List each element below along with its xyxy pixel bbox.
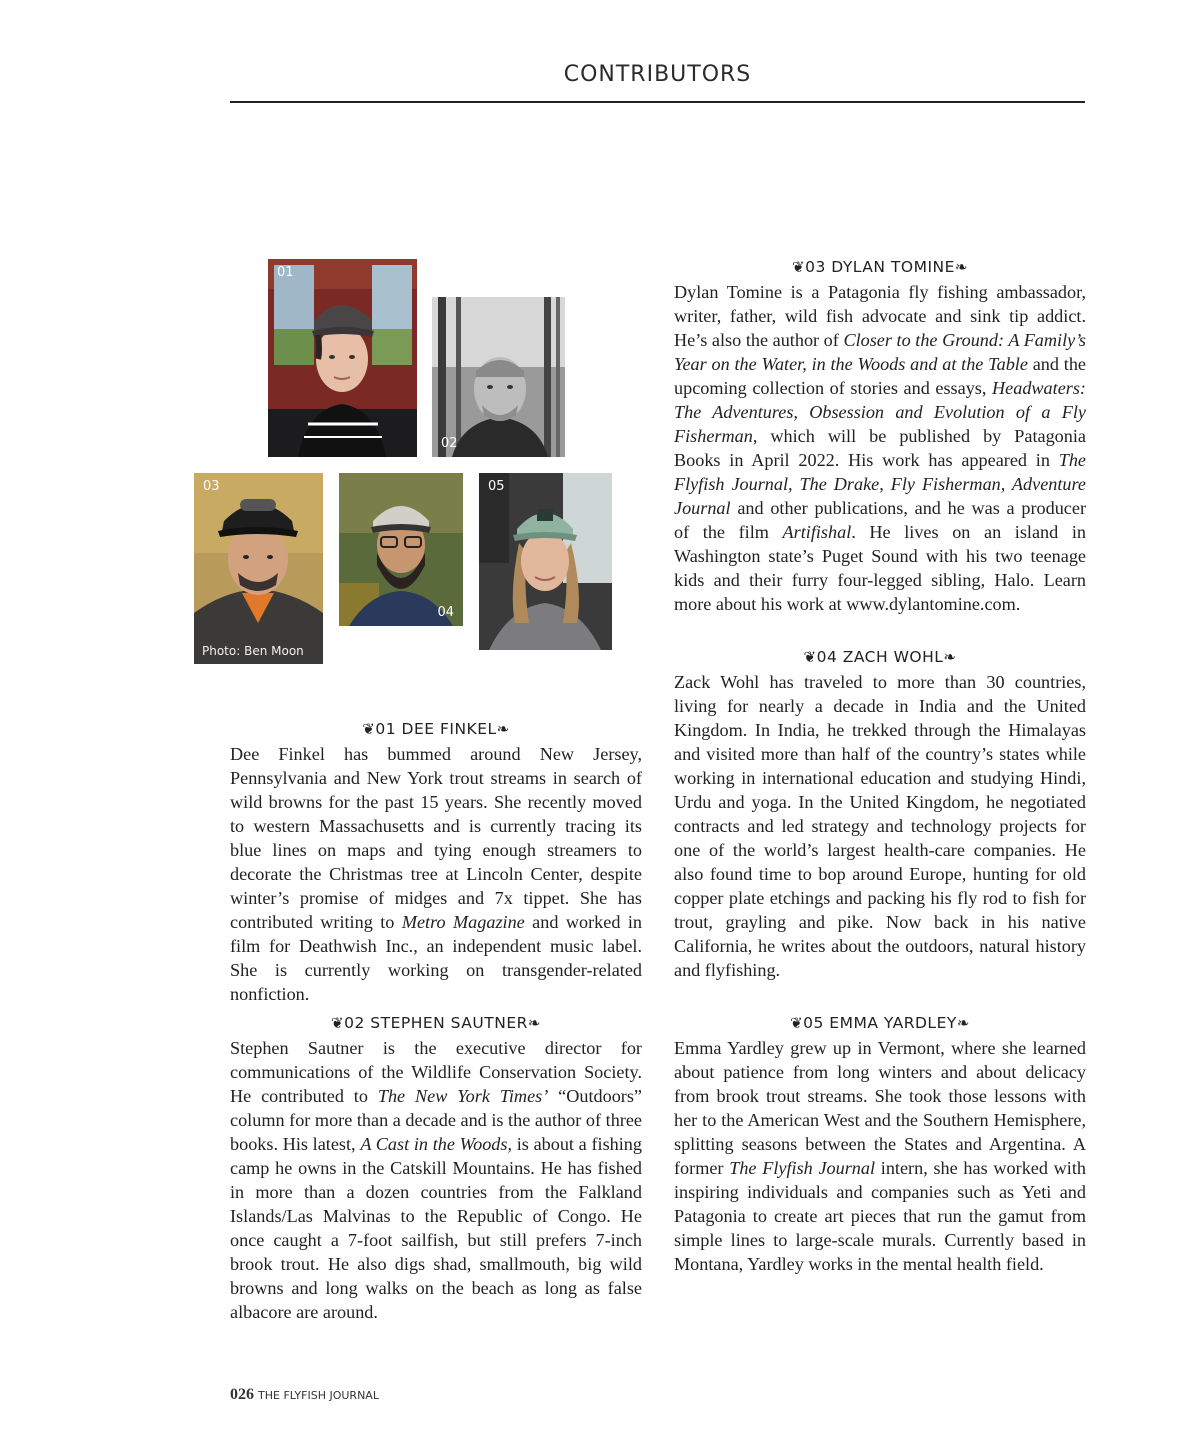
contributor-bio-02 — [230, 1012, 642, 1324]
contributor-bio-05 — [674, 1012, 1086, 1276]
italic-title: Headwaters: The Adventures, Obsession and Evolution of a Fly Fisherman — [674, 378, 1086, 446]
italic-title: Metro Magazine — [401, 912, 525, 932]
ornament-left-icon: ❦ — [331, 1014, 345, 1032]
contributor-heading — [230, 718, 642, 740]
bio-text-run: intern, she has worked with inspiring individuals and companies such as Yeti and Patagonia to create art pieces that run the gamut from simple lines to large-scale murals. Currently based in Montana, Yardley works in the mental health field. — [674, 1158, 1087, 1274]
bio-text-run: and worked in film for Deathwish Inc., an independent music label. She is currently working on transgender-related nonfiction. — [230, 912, 642, 1004]
bio-text-run: Dee Finkel has bummed around New Jersey, Pennsylvania and New York trout streams in search of wild browns for the past 15 years. She recently moved to western Massachusetts and is currently tracing its blue lines on maps and tying enough streamers to decorate the Christmas tree at Lincoln Center, despite winter’s promise of midges and 7x tippet. She has contributed writing to — [230, 744, 642, 932]
contributor-bio-04 — [674, 646, 1086, 982]
contributor-bio-01 — [230, 718, 642, 1006]
contributor-name: 01 DEE FINKEL — [375, 720, 497, 738]
bio-text-run: and the upcoming collection of stories and essays, — [674, 354, 1087, 398]
ornament-left-icon: ❦ — [792, 258, 806, 276]
contributor-heading — [674, 646, 1086, 668]
ornament-right-icon: ❧ — [954, 258, 968, 276]
contributor-name: 03 DYLAN TOMINE — [805, 258, 955, 276]
contributor-heading — [674, 256, 1086, 278]
ornament-right-icon: ❧ — [956, 1014, 970, 1032]
ornament-right-icon: ❧ — [943, 648, 957, 666]
ornament-left-icon: ❦ — [803, 648, 817, 666]
contributor-bio-text — [230, 1036, 642, 1324]
ornament-right-icon: ❧ — [527, 1014, 541, 1032]
bio-text-run: Zack Wohl has traveled to more than 30 countries, living for nearly a decade in India and the United Kingdom. In India, he trekked through the Himalayas and visited more than half of the country’s states while working in international education and studying Hindi, Urdu and yoga. In the United Kingdom, he negotiated contracts and led strategy and technology projects for one of the world’s largest health-care companies. He also found time to bop around Europe, hunting for old copper plate etchings and packing his fly rod to fish for trout, grayling and pike. Now back in his native California, he writes about the outdoors, natural history and flyfishing. — [674, 672, 1086, 980]
page-footer — [230, 1386, 379, 1404]
contributor-bio-text — [674, 670, 1086, 982]
contributor-heading — [230, 1012, 642, 1034]
italic-title: The New York Times’ — [377, 1086, 549, 1106]
publication-name: THE FLYFISH JOURNAL — [258, 1389, 379, 1402]
italic-title: The Flyfish Journal — [729, 1158, 876, 1178]
ornament-left-icon: ❦ — [790, 1014, 804, 1032]
contributor-name: 04 ZACH WOHL — [816, 648, 944, 666]
photo-number: 04 — [437, 605, 454, 620]
bio-text-run: is about a fishing camp he owns in the Catskill Mountains. He has fished in more than a dozen countries from the Falkland Islands/Las Malvinas to the Republic of Congo. He once caught a 7-foot sailfish, but still prefers 7-inch brook trout. He also digs shad, smallmouth, big wild browns and long walks on the beach as long as false albacore are around. — [230, 1134, 642, 1322]
contributor-photo-01 — [268, 259, 417, 457]
page-number: 026 — [230, 1386, 254, 1403]
bio-text-run: , which will be published by Patagonia Books in April 2022. His work has appeared in — [674, 426, 1086, 470]
photo-number: 01 — [277, 265, 294, 280]
italic-title: The Flyfish Journal, The Drake, Fly Fisherman, Adventure Journal — [674, 450, 1086, 518]
contributor-name: 05 EMMA YARDLEY — [803, 1014, 957, 1032]
photo-credit: Photo: Ben Moon — [202, 644, 304, 658]
italic-title: A Cast in the Woods, — [360, 1134, 513, 1154]
bio-text-run: Emma Yardley grew up in Vermont, where she learned about patience from long winters and about delicacy from brook trout streams. She took those lessons with her to the American West and the Southern Hemisphere, splitting seasons between the States and Argentina. A former — [674, 1038, 1086, 1178]
photo-number: 03 — [203, 479, 220, 494]
contributor-heading — [674, 1012, 1086, 1034]
contributor-photo-04 — [339, 473, 463, 626]
contributor-bio-text — [674, 1036, 1086, 1276]
contributor-photo-03 — [194, 473, 323, 664]
contributor-bio-03 — [674, 256, 1086, 616]
header-rule — [230, 101, 1085, 103]
bio-text-run: . He lives on an island in Washington state’s Puget Sound with his two teenage kids and their furry four-legged sibling, Halo. Learn more about his work at www.dylantomine.com. — [674, 522, 1086, 614]
contributor-photo-02 — [432, 297, 565, 457]
bio-text-run: Dylan Tomine is a Patagonia fly fishing ambassador, writer, father, wild fish advocate and sink tip addict. He’s also the author of — [674, 282, 1086, 350]
italic-title: Closer to the Ground: A Family’s Year on the Water, in the Woods and at the Table — [674, 330, 1086, 374]
photo-number: 02 — [441, 436, 458, 451]
photo-number: 05 — [488, 479, 505, 494]
contributor-bio-text — [230, 742, 642, 1006]
ornament-right-icon: ❧ — [496, 720, 510, 738]
contributor-photo-05 — [479, 473, 612, 650]
italic-title: Artifishal — [782, 522, 852, 542]
ornament-left-icon: ❦ — [362, 720, 376, 738]
contributor-name: 02 STEPHEN SAUTNER — [344, 1014, 528, 1032]
bio-text-run: “Outdoors” column for more than a decade and is the author of three books. His latest, — [230, 1086, 643, 1154]
bio-text-run: and other publications, and he was a producer of the film — [674, 498, 1086, 542]
page-title: CONTRIBUTORS — [563, 62, 752, 87]
contributor-bio-text — [674, 280, 1086, 616]
bio-text-run: Stephen Sautner is the executive director for communications of the Wildlife Conservation Society. He contributed to — [230, 1038, 642, 1106]
